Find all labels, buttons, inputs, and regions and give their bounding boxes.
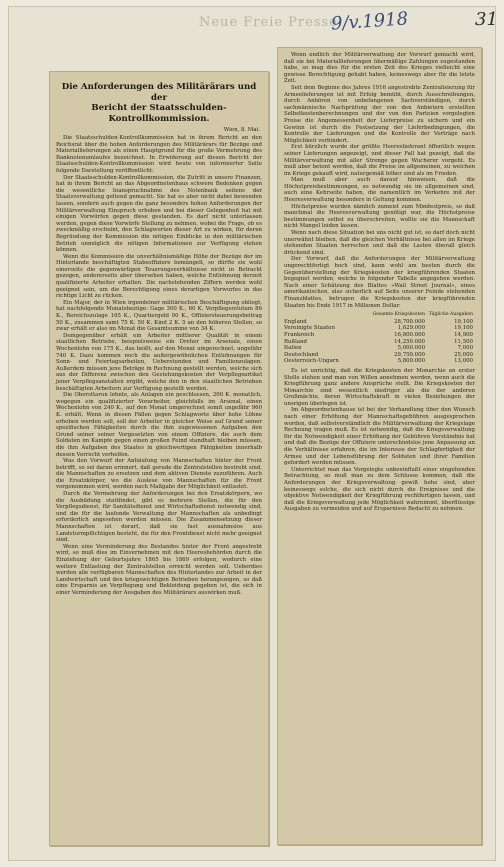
table-row bbox=[284, 332, 475, 339]
paragraph: Erst kürzlich wurde der größte Heereslieferant öffentlich wegen seiner Lieferungen angezeigt, und dieser Fall hat gezeigt, daß die Militärverwaltung mit aller Strenge gegen Wucherer vorgeht. Es muß aber betont werden, daß die Preise im allgemeinen, zu welchen im Kriege gekauft wird, naturgemäß höher sind als im Frieden. bbox=[284, 144, 475, 177]
table-cell: 13,000 bbox=[454, 358, 473, 365]
table-row bbox=[284, 339, 475, 346]
table-cell: 14,250.000 bbox=[394, 338, 425, 345]
paragraph: Durch die Vermehrung der Anforderungen bei den Ersatzkörpern, wo die Ausbildung stattfindet, gibt es mehrere Stellen, die für den Verpflegsdienst, für Sanitätsdienst und Wirtschaftsdienst notwendig sind, und die für die laufende Verwaltung der Mannschaften als unbedingt erforderlich angesehen werden müssen. Die Zusammensetzung dieser Mannschaften ist derart, daß sie fast ausnahmslos aus Landsturmpflichtigen besteht, die für den Frontdienst nicht mehr geeignet sind. bbox=[56, 491, 262, 544]
article-title bbox=[56, 82, 262, 124]
handwritten-page-number: 31 bbox=[475, 9, 498, 30]
paragraph: Unterrichtet man das Vorgelegte unbeeinflußt einer eingehenden Betrachtung, so muß man zu dem Schlusse kommen, daß die Anforderungen der Kriegsverwaltung gewiß hohe sind, aber keineswegs solche, die sich nicht durch die Ereignisse und die objektive Notwendigkeit der Kriegführung rechtfertigen lassen, und daß die Kriegsverwaltung jede Möglichkeit wahrnimmt, überflüssige Ausgaben zu vermeiden und auf Ersparnisse Bedacht zu nehmen. bbox=[284, 466, 475, 513]
handwritten-date: 9/v.1918 bbox=[330, 8, 409, 35]
clipping-right-column bbox=[277, 47, 482, 845]
paragraph: Demgegenüber erhält ein Arbeiter mittlerer Qualität in einem staatlichen Betriebe, beispielsweise ein Dreher im Arsenale, einen Wochenlohn von 175 K., das heißt, auf den Monat umgerechnet, ungefähr 740 K. Dazu kommen noch die außergewöhnlichen Entlohnungen für Sonn- und Feiertagsarbeiten, Ueberstunden und Familienzulagen. Außerdem müssen jene Beträge in Rechnung gestellt werden, welche sich aus der Differenz zwischen den Gestehungskosten der Verpflegsartikel jener Verpflegsanstalten ergibt, welche den in den staatlichen Betrieben beschäftigten Arbeitern zur Verfügung gestellt werden. bbox=[56, 332, 262, 392]
table-header-cell: Gesamte Kriegskosten bbox=[372, 312, 425, 318]
table-cell: Vereinigte Staaten bbox=[284, 325, 335, 332]
paragraph: Die Staatsschulden-Kontrollkommission hat in ihrem Bericht an den Reichsrat über die hohen Anforderungen des Militärärars für Bezüge und Materiallieferungen als einen Hauptgrund für die große Vermehrung des Banknotenumlaufes bezeichnet. In Erwiderung auf diesen Bericht der Staatsschulden-Kontrollkommission wird heute von informierter Seite folgende Darstellung veröffentlicht: bbox=[56, 135, 262, 174]
table-cell: England bbox=[284, 318, 307, 325]
table-cell: Italien bbox=[284, 345, 302, 352]
right-body-mid bbox=[284, 204, 475, 310]
table-row bbox=[284, 352, 475, 359]
paragraph: Was den Vorwurf der Anhäufung von Mannschaften hinter der Front betrifft, so sei daran erinnert, daß gerade die Zentralstellen bestrebt sind, die Mannschaften zu ersetzen und dem aktiven Dienste zuzuführen. Auch die Ersatzkörper, wo die Auslese von Mannschaften für die Front vorgenommen wird, werden nach Maßgabe der Möglichkeit entlastet. bbox=[56, 458, 262, 491]
paragraph: Ein Major, der in Wien irgendeiner militärischen Beschäftigung obliegt, hat nachfolgende Monatsbezüge: Gage 300 K., 60 K. Verpflegsrelutum 86 K., Bereichszulage 165 K., Quartiergeld 90 K., Offiziersteuerungsbeitrag 50 K., zusammen samt 75 K. 50 K. Kind 2 K. 5 an den höheren Stellen, so zwar erhält er also im Monat die Gesamtsumme von 34 K. bbox=[56, 299, 262, 333]
table-cell: 29,750.000 bbox=[394, 351, 425, 358]
table-cell: Rußland bbox=[284, 338, 307, 345]
paragraph: Es ist unrichtig, daß die Kriegskosten der Monarchie an erster Stelle stehen und man von Willen annehmen werden, wenn auch die Kriegführung ganz andere Ansprüche stellt. Die Kriegskosten der Monarchie sind wesentlich niedriger als die der anderen Großmächte, deren Wirtschaftskraft in vielen Beziehungen der unsrigen überlegen ist. bbox=[284, 367, 475, 407]
article-dateline: Wien, 8. Mai. bbox=[223, 127, 260, 133]
table-cell: Deutschland bbox=[284, 351, 319, 358]
right-body-bottom bbox=[284, 368, 475, 513]
table-header bbox=[284, 312, 475, 319]
table-cell: 11,500 bbox=[454, 338, 473, 345]
newspaper-masthead: Neue Freie Presse bbox=[199, 15, 338, 30]
table-cell: 25,000 bbox=[454, 351, 473, 358]
article-title-line-2: Bericht der Staatsschulden-Kontrollkommission. bbox=[91, 103, 227, 124]
table-header-cell: Tägliche Ausgaben bbox=[428, 312, 473, 318]
table-cell: Frankreich bbox=[284, 331, 315, 338]
table-cell: 5,800.000 bbox=[397, 358, 425, 365]
table-cell: 19,100 bbox=[454, 318, 473, 325]
table-row bbox=[284, 319, 475, 326]
war-costs-table bbox=[284, 312, 475, 365]
paragraph: Höchstpreise wurden nämlich zumeist zum Mindestpreis, so daß manchmal die Heeresverwaltung genötigt war, die Höchstpreise bestimmungen selbst zu überschreiten, wollte sie die Mannschaft nicht Mangel leiden lassen. bbox=[284, 203, 475, 230]
table-cell: 16,800.000 bbox=[394, 331, 425, 338]
paragraph: Die Obersttarun lehnte, als Anlagen ein geschlossen, 200 K. monatlich, wogegen ein qualifizierter Vorarbeiter, gleichfalls im Arsenal, einen Wochenlohn von 240 K., auf den Monat umgerechnet somit ungefähr 960 K. erhält. Wenn in diesen Fällen gegen Schlagworte über hohe Löhne erhoben werden soll, soll der Arbeiter in gleicher Weise auf Grund seiner spezifischen Fähigkeiten durch die ihm zugewiesenen Aufgaben den Grund seiner seiner Vorgesetzten von einem Offiziere, die auch dem Soldaten im Kampfe gegen einen großen Feind standhaft bleiben müssen, die ihm Aufgaben des Staates in gleichwertigen Fähigkeiten innerhalb dessen Vorrecht verhelfen. bbox=[56, 392, 262, 458]
article-title-line-1: Die Anforderungen des Militärärars und der bbox=[61, 82, 257, 103]
table-cell: 7,000 bbox=[457, 345, 473, 352]
paragraph: Wenn eine Verminderung des Bestandes hinter der Front angestrebt wird, so muß dies im Einvernehmen mit den Heeresbehörden durch die Einziehung der Geburtsjahre 1865 bis 1869 erfolgen, wodurch eine weitere Entlastung der Zentralstellen erreicht werden soll. Ueberdies werden alle verfügbaren Mannschaften des Hinterlandes zur Arbeit in der Landwirtschaft und den kriegswichtigen Betrieben herangezogen, so daß eine Ersparnis an Verpflegung und Bekleidung gegeben ist, die sich in einer Verminderung der Ausgaben des Militärärars auswirken muß. bbox=[56, 543, 262, 596]
table-header-cell bbox=[284, 312, 370, 319]
paragraph: Der Vorwurf, daß die Anforderungen der Militärverwaltung ungerechtfertigt hoch sind, kann wohl am besten durch die Gegenüberstellung der Kriegskosten der kriegführenden Staaten begegnet werden, welche in folgender Tabelle angegeben werden. Nach einer Schätzung des Blattes »Wall Street Journal«, eines amerikanischen, also sicherlich auf Seite unserer Feinde stehenden Finanzblattes, betrugen die Kriegskosten der kriegführenden Staaten bis Ende 1917 in Millionen Dollar: bbox=[284, 256, 475, 309]
paragraph: Im Abgeordnetenhause ist bei der Verhandlung über den Wunsch nach einer Erhöhung der Mannschaftsgebühren ausgesprochen worden, daß selbstverständlich die Militärverwaltung der Kriegslage Rechnung tragen muß. Es ist notwendig, daß die Kriegsverwaltung für die Notwendigkeit einer Erhöhung der Gebühren Verständnis hat und daß die Bezüge der Offiziere unterschiedslos jene Anpassung an die Verhältnisse erfahren, die im Interesse der Schlagfertigkeit der Armee und der Lebensführung der Soldaten und ihrer Familien gefordert werden müssen. bbox=[284, 407, 475, 467]
paragraph: Wenn nach diese Situation bei uns nicht gut ist, so darf doch nicht unerwähnt bleiben, daß die gleichen Verhältnisse bei allen im Kriege stehenden Staaten herrschen und daß die Lasten überall gleich drückend sind. bbox=[284, 230, 475, 256]
table-row bbox=[284, 325, 475, 332]
paragraph: Man muß aber auch darauf hinweisen, daß die Höchstpreisbestimmungen, so notwendig sie im allgemeinen sind, auch eine Kehrseite haben, die namentlich im Verkehre mit der Heeresverwaltung besonders in Geltung kommen. bbox=[284, 177, 475, 204]
table-cell: 5,000.000 bbox=[397, 345, 425, 352]
archive-sheet bbox=[8, 6, 496, 861]
table-cell: 1,629.000 bbox=[397, 325, 425, 332]
table-row bbox=[284, 345, 475, 352]
table-cell: 14,900 bbox=[454, 331, 473, 338]
paragraph: Seit dem Beginne des Jahres 1916 angestrebte Zentralisierung für Armeelieferungen ist mit Erfolg bemüht, durch Ausschreibungen, durch Anhören von unbefangenen Sachverständigen, durch sachmännische Nachprüfung der von den Anbietern erstellten Selbstkostenberechnungen und der von den Parteien vorgelegten Preise die Angemessenheit der Lieferpreise zu sichern und ein Gewinn ist durch die Festsetzung der Lieferbedingungen, die Kontrolle der Lieferungen und die Kontrolle der Verträge nach Möglichkeit verhindert. bbox=[284, 84, 475, 144]
table-cell: 28,700.000 bbox=[394, 318, 425, 325]
paragraph: Wenn endlich der Militärverwaltung der Vorwurf gemacht wird, daß sie bei Materiallieferungen übermäßige Zahlungen zugestanden habe, so mag dies für die ersten Zeit des Krieges vielleicht eine gewisse Berechtigung gehabt haben, keineswegs aber für die letzte Zeit. bbox=[284, 52, 475, 85]
table-cell: Oesterreich-Ungarn bbox=[284, 358, 339, 365]
table-cell: 19,100 bbox=[454, 325, 473, 332]
right-body-top bbox=[284, 52, 475, 204]
paragraph: Der Staatsschulden-Kontrollkommission, die Zutritt in unsere Finanzen, hat in ihrem Bericht an das Abgeordnetenhaus schwere Bedenken gegen die wesentliche Inanspruchnahme des Notenbank seitens der Staatsverwaltung geltend gemacht. Sie hat es aber nicht dabei bewenden lassen, sondern auch gegen die ganz besonders hohen Anforderungen der Militärverwaltung Einspruch erhoben und bei dieser Gelegenheit hat mit einigen Vorwürfen gegen diese gestanden. Es darf nicht unterlassen werden, gegen diese Vorwürfe Stellung zu nehmen, wobei die Frage, ob es zweckmäßig erscheint, den Schlagworten dieser Art zu wirken, für deren Begründung der Kommission die nötigen Einblicke in den militärischen Betrieb unmöglich die nötigen Informationen zur Verfügung stehen können. bbox=[56, 174, 262, 254]
clipping-left-column bbox=[49, 71, 269, 846]
paragraph: Wenn die Kommission die unverhältnismäßige Höhe der Bezüge der im Hinterlande beschäftigten Stabsoffiziere bemängelt, so dürfte sie wohl einerseits die gegenwärtigen Teuerungsverhältnisse nicht in Betracht gezogen, andererseits aber übersehen haben, welche Entlohnung derzeit qualifizierte Arbeiter erhalten. Die nachstehenden Ziffern werden wohl geeignet sein, um die Berechtigung eines derartigen Vorwurfes in das richtige Licht zu rücken. bbox=[56, 253, 262, 300]
table-row bbox=[284, 358, 475, 365]
left-body bbox=[56, 135, 262, 597]
